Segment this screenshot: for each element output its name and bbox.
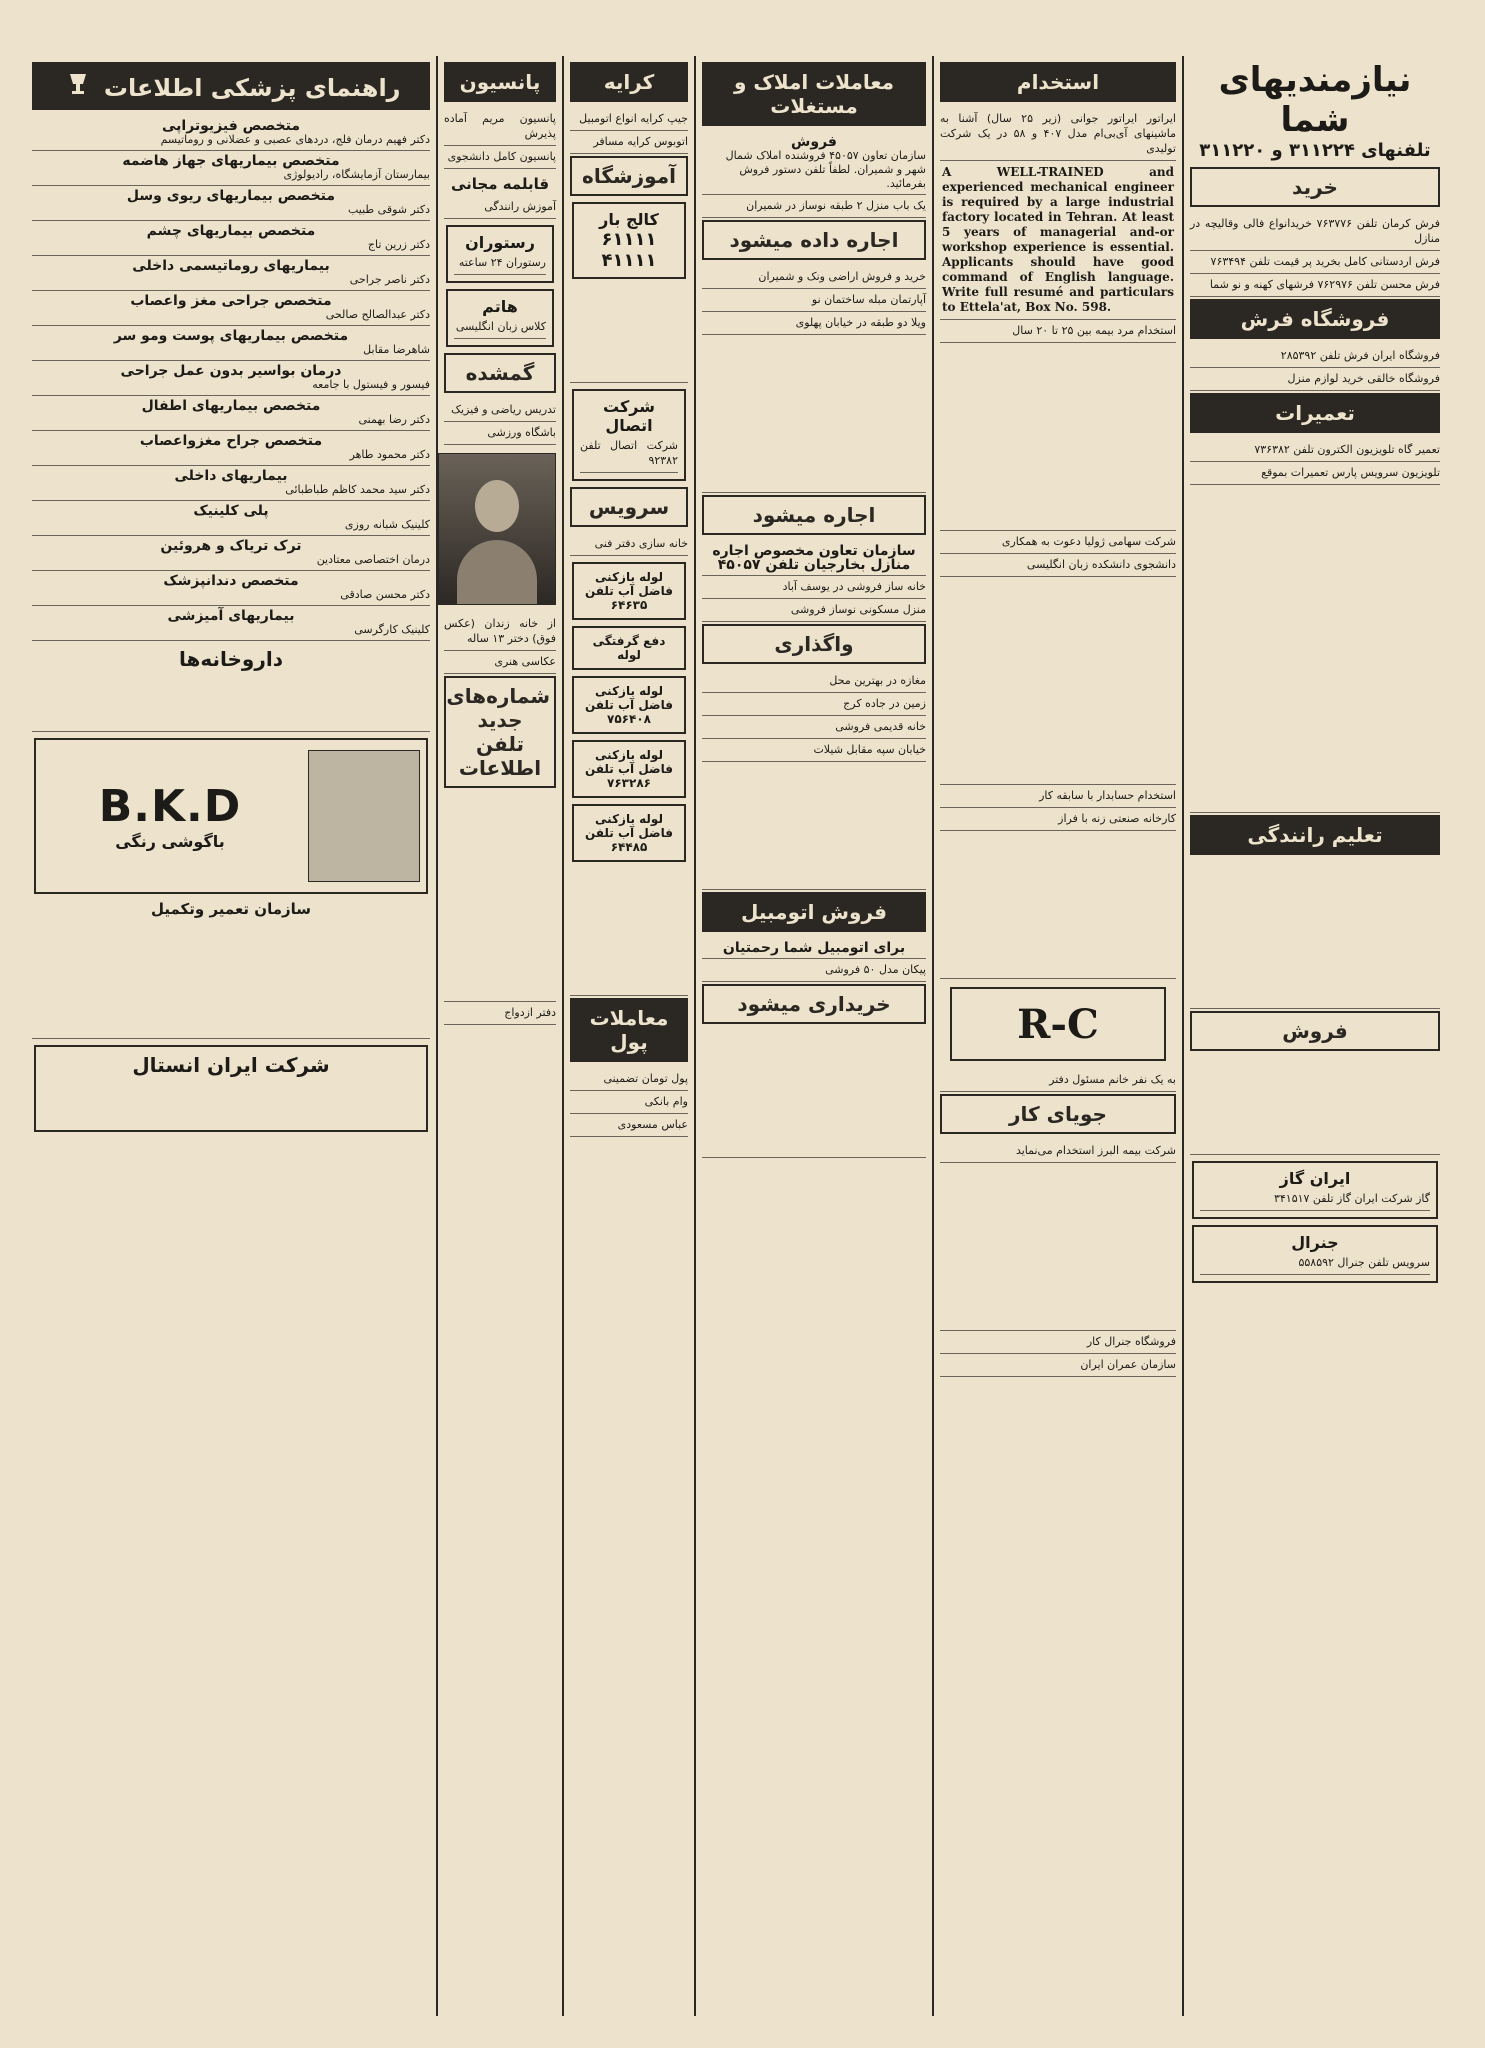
pipe-ad-4 (572, 740, 686, 798)
classified-ad: پیکان مدل ۵۰ فروشی (702, 959, 926, 982)
medical-details: دکتر محمود طاهر (349, 448, 430, 461)
big-rent-ad (702, 541, 926, 576)
medical-details: دکتر شوقی طبیب (347, 203, 430, 216)
medical-details: شاهرضا مقابل (363, 343, 430, 356)
rugs-heading: فروشگاه فرش (1190, 299, 1440, 339)
classified-ad: ایراتور ایراتور جوانی (زیر ۲۵ سال) آشنا به ماشینهای آی‌بی‌ام مدل ۴۰۷ و ۵۸ در یک شرکت تولیدی (940, 108, 1176, 161)
medical-specialty: درمان بواسیر بدون عمل جراحی (120, 363, 342, 379)
classified-ad: فرش محسن تلفن ۷۶۲۹۷۶ فرشهای کهنه و نو شما (1190, 274, 1440, 297)
real-estate-heading: معاملات املاک و مستغلات (702, 62, 926, 126)
medical-listing (32, 361, 430, 396)
install-company-text (42, 1077, 420, 1124)
classified-ad: آموزش رانندگی (444, 196, 556, 219)
service-heading: سرویس (570, 487, 688, 527)
car-ad-text: برای اتومبیل شما رحمتیان (722, 940, 906, 956)
medical-details: کلینیک شبانه روزی (344, 518, 430, 531)
medical-specialty: متخصص بیماریهای اطفال (141, 398, 321, 414)
pipe-ad-text: لوله بازکنی فاضل آب تلفن ۷۵۶۴۰۸ (584, 684, 674, 726)
classified-ad-block (1190, 485, 1440, 813)
medical-details: دکتر عبدالصالح صالحی (325, 308, 430, 321)
classified-ad: سازمان عمران ایران (940, 1354, 1176, 1377)
classified-ad: خانه قدیمی فروشی (702, 716, 926, 739)
classified-ad: منزل مسکونی نوساز فروشی (702, 599, 926, 622)
classified-ad: دانشجوی دانشکده زبان انگلیسی (940, 554, 1176, 577)
medical-details: دکتر رضا بهمنی (358, 413, 430, 426)
classified-ad: شرکت اتصال تلفن ۹۲۳۸۲ (580, 435, 678, 473)
classified-ad: رستوران ۲۴ ساعته (454, 252, 546, 275)
classified-ad: باشگاه ورزشی (444, 422, 556, 445)
column-needs (1182, 56, 1446, 2016)
medical-specialty: متخصص بیماریهای پوست ومو سر (113, 328, 349, 344)
classified-ad: فروشگاه خالقی خرید لوازم منزل (1190, 368, 1440, 391)
classified-ad: شرکت سهامی ژولیا دعوت به همکاری (940, 531, 1176, 554)
newspaper-page (26, 56, 1446, 2016)
car-ad (702, 938, 926, 959)
classified-ad: خیابان سپه مقابل شیلات (702, 739, 926, 762)
bkd-ad (34, 738, 428, 894)
courses-heading: شماره‌های جدید تلفن اطلاعات (444, 676, 556, 788)
pipe-ad-5 (572, 804, 686, 862)
medical-specialty: متخصص جراحی مغز واعصاب (130, 293, 332, 309)
classified-ad-block (32, 921, 430, 1039)
medical-details: دکتر فهیم درمان فلج، دردهای عصبی و عضلانی و روماتیسم (160, 133, 430, 146)
medical-specialty: بیماریهای روماتیسمی داخلی (132, 258, 330, 274)
repairs-heading: تعمیرات (1190, 393, 1440, 433)
medical-listing (32, 221, 430, 256)
restaurant-name: رستوران (465, 233, 535, 252)
medical-listing (32, 256, 430, 291)
medical-listing (32, 151, 430, 186)
lost-heading: گمشده (444, 353, 556, 393)
classified-ad: زمین در جاده کرج (702, 693, 926, 716)
classified-ad: فرش اردستانی کامل بخرید پر قیمت تلفن ۷۶۳۴۹۴ (1190, 251, 1440, 274)
pipe-ad-1 (572, 562, 686, 620)
install-company-ad (34, 1045, 428, 1132)
sale-heading: فروش (791, 134, 837, 150)
classified-ad: پول تومان تضمینی (570, 1068, 688, 1091)
college-name: کالج بار (599, 210, 659, 229)
medical-listing (32, 571, 430, 606)
pharmacy-heading: داروخانه‌ها (178, 647, 283, 671)
column-medical (26, 56, 436, 2016)
college-ad (572, 202, 686, 279)
rent-heading: اجاره داده میشود (702, 220, 926, 260)
classified-ad: فرش کرمان تلفن ۷۶۳۷۷۶ خریدانواع فالی وقالیچه در منازل (1190, 213, 1440, 251)
column-pension (436, 56, 562, 2016)
classified-ad: یک باب منزل ۲ طبقه نوساز در شمیران (702, 195, 926, 218)
medical-listing (32, 396, 430, 431)
medical-details: کلینیک کارگرسی (354, 623, 430, 636)
medical-specialty: متخصص بیماریهای جهاز هاضمه (122, 153, 340, 169)
classified-ad: جیپ کرایه انواع اتومبیل (570, 108, 688, 131)
classified-ad: کارخانه صنعتی زنه با فراز (940, 808, 1176, 831)
classified-ad: شرکت بیمه البرز استخدام می‌نماید (940, 1140, 1176, 1163)
pension-heading: پانسیون (444, 62, 556, 102)
classified-ad-block (702, 1030, 926, 1158)
classified-ad-block (570, 285, 688, 383)
classified-ad: خرید و فروش اراضی ونک و شمیران (702, 266, 926, 289)
medical-specialty: بیماریهای داخلی (174, 468, 288, 484)
medical-details: دکتر ناصر جراحی (349, 273, 430, 286)
column-real-estate (694, 56, 932, 2016)
classified-ad: آپارتمان مبله ساختمان نو (702, 289, 926, 312)
section-title-needs: نیازمندیهای شما (1218, 60, 1412, 140)
repair-org-heading: سازمان تعمیر وتکمیل (150, 900, 312, 918)
classified-ad: خانه ساز فروشی در یوسف آباد (702, 576, 926, 599)
company-name: شرکت اتصال (603, 397, 655, 435)
general-ad (1192, 1225, 1438, 1283)
medical-listing (32, 536, 430, 571)
buy-heading: خرید (1190, 167, 1440, 207)
pipe-ad-text: لوله بازکنی فاضل آب تلفن ۶۴۴۸۵ (584, 812, 674, 854)
classified-ad-block (940, 1163, 1176, 1331)
classified-ad-block (940, 831, 1176, 979)
photo-caption: از خانه زندان (عکس فوق) دختر ۱۳ ساله (444, 613, 556, 651)
education-heading: تعلیم رانندگی (1190, 815, 1440, 855)
classified-ad-block (702, 762, 926, 890)
install-company-name: شرکت ایران انستال (132, 1053, 330, 1077)
medical-details: دکتر زرین تاج (367, 238, 430, 251)
general-brand: جنرال (1291, 1233, 1339, 1252)
classified-ad: گاز شرکت ایران گاز تلفن ۳۴۱۵۱۷ (1200, 1188, 1430, 1211)
classified-ad: کلاس زبان انگلیسی (454, 316, 546, 339)
tutor-heading: قابلمه مجانی (450, 175, 550, 193)
dance-name: هاتم (482, 297, 518, 316)
classified-ad: تدریس ریاضی و فیزیک (444, 399, 556, 422)
classified-ad: وام بانکی (570, 1091, 688, 1114)
academy-heading: آموزشگاه (570, 156, 688, 196)
wanted-heading: اجاره میشود (702, 495, 926, 535)
bkd-brand: B.K.D (98, 781, 242, 832)
classified-ad-block (940, 577, 1176, 785)
buying-heading: خریداری میشود (702, 984, 926, 1024)
company-ad (572, 389, 686, 481)
needs-phones: تلفنهای ۳۱۱۲۲۴ و ۳۱۱۲۲۰ (1199, 140, 1431, 161)
classified-ad: تعمیر گاه تلویزیون الکترون تلفن ۷۳۶۳۸۲ (1190, 439, 1440, 462)
pipe-ad-text: لوله بازکنی فاضل آب تلفن ۶۴۶۳۵ (584, 570, 674, 612)
classified-ad: تلویزیون سرویس پارس تعمیرات بموقع (1190, 462, 1440, 485)
classified-ad: اتوبوس کرایه مسافر (570, 131, 688, 154)
medical-specialty: متخصص جراح مغزواعصاب (139, 433, 323, 449)
money-heading: معاملات پول (570, 998, 688, 1062)
medical-heading (32, 62, 430, 110)
pipe-ad-text: لوله بازکنی فاضل آب تلفن ۷۶۳۲۸۶ (584, 748, 674, 790)
medical-listing (32, 186, 430, 221)
medical-specialty: متخصص بیماریهای چشم (146, 223, 316, 239)
medical-details: دکتر محسن صادقی (340, 588, 430, 601)
medical-heading-text: راهنمای پزشکی اطلاعات (103, 74, 401, 102)
classified-ad: به یک نفر خانم مسئول دفتر (940, 1069, 1176, 1092)
english-job-ad: A WELL-TRAINED and experienced mechanical engineer is required by a large industrial factory located in Tehran. At least 5 years of managerial and-or workshop experience is essential. Applicants should have good command of English language. Write full resumé and particulars to Ettela'at, Box No. 598. (940, 161, 1176, 320)
college-phone: ۶۱۱۱۱ ۴۱۱۱۱ (601, 229, 657, 271)
rentals-heading: کرایه (570, 62, 688, 102)
gas-ad (1192, 1161, 1438, 1219)
car-sale-heading: فروش اتومبیل (702, 892, 926, 932)
job-seekers-heading: جویای کار (940, 1094, 1176, 1134)
medical-details: بیمارستان آزمایشگاه، رادیولوژی (283, 168, 430, 181)
pipe-ad-3 (572, 676, 686, 734)
transfer-heading: واگذاری (702, 624, 926, 664)
jobs-heading: استخدام (940, 62, 1176, 102)
dance-ad (446, 289, 554, 347)
classified-ad-block (940, 343, 1176, 531)
bkd-tagline: باگوشی رنگی (115, 832, 225, 851)
classified-ad: مغازه در بهترین محل (702, 670, 926, 693)
medical-specialty: متخصص دندانپزشک (163, 573, 299, 589)
medical-details: دکتر سید محمد کاظم طباطبائی (285, 483, 430, 496)
missing-child-photo (438, 453, 556, 605)
classified-ad: فروشگاه ایران فرش تلفن ۲۸۵۳۹۲ (1190, 345, 1440, 368)
rc-logo: R-C (950, 987, 1166, 1061)
sale-ad (702, 132, 926, 195)
gas-brand: ایران گاز (1279, 1169, 1351, 1188)
classified-ad: خانه سازی دفتر فنی (570, 533, 688, 556)
classified-ad: پانسیون کامل دانشجوی (444, 146, 556, 169)
medical-listing (32, 116, 430, 151)
restaurant-ad (446, 225, 554, 283)
medical-specialty: پلی کلینیک (193, 503, 269, 519)
medical-details: فیسور و فیستول با جامعه (312, 378, 430, 391)
classified-ad: سرویس تلفن جنرال ۵۵۸۵۹۲ (1200, 1252, 1430, 1275)
medical-listing (32, 326, 430, 361)
medical-details: درمان اختصاصی معتادین (316, 553, 430, 566)
classified-ad: عباس مسعودی (570, 1114, 688, 1137)
sales-heading: فروش (1190, 1011, 1440, 1051)
medical-specialty: بیماریهای آمیزشی (167, 608, 295, 624)
classified-ad: دفتر ازدواج (444, 1002, 556, 1025)
classified-ad-block (702, 335, 926, 493)
classified-ad: فروشگاه جنرال کار (940, 1331, 1176, 1354)
column-jobs (932, 56, 1182, 2016)
classified-ad: استخدام حسابدار با سابقه کار (940, 785, 1176, 808)
classified-ad: استخدام مرد بیمه بین ۲۵ تا ۲۰ سال (940, 320, 1176, 343)
column-rentals (562, 56, 694, 2016)
sale-text: سازمان تعاون ۴۵۰۵۷ فروشنده املاک شمال شهر و شمیران. لطفاً تلفن دستور فروش بفرمائید. (725, 149, 926, 190)
classified-ad-block (1190, 861, 1440, 1009)
intercom-image (308, 750, 420, 882)
pharmacy-cup-icon (65, 70, 91, 102)
classified-ad-block (444, 794, 556, 1002)
classified-ad: ویلا دو طبقه در خیابان پهلوی (702, 312, 926, 335)
classified-ad-block (1190, 1057, 1440, 1155)
big-rent-ad-text: سازمان تعاون مخصوص اجاره منازل بخارجیان تلفن ۴۵۰۵۷ (712, 543, 916, 573)
medical-listing (32, 606, 430, 641)
classified-ad-block (32, 674, 430, 732)
medical-specialty: ترک تریاک و هروئین (160, 538, 302, 554)
medical-listing (32, 501, 430, 536)
classified-ad: پانسیون مریم آماده پذیرش (444, 108, 556, 146)
medical-listing (32, 466, 430, 501)
medical-listing (32, 291, 430, 326)
medical-specialty: متخصص فیزیوتراپی (161, 118, 301, 134)
medical-listing (32, 431, 430, 466)
classified-ad: عکاسی هنری (444, 651, 556, 674)
pipe-ad-text: دفع گرفتگی لوله (592, 634, 666, 662)
medical-list (32, 116, 430, 641)
pipe-ad-2 (572, 626, 686, 670)
classified-ad-block (570, 868, 688, 996)
medical-specialty: متخصص بیماریهای ریوی وسل (126, 188, 336, 204)
